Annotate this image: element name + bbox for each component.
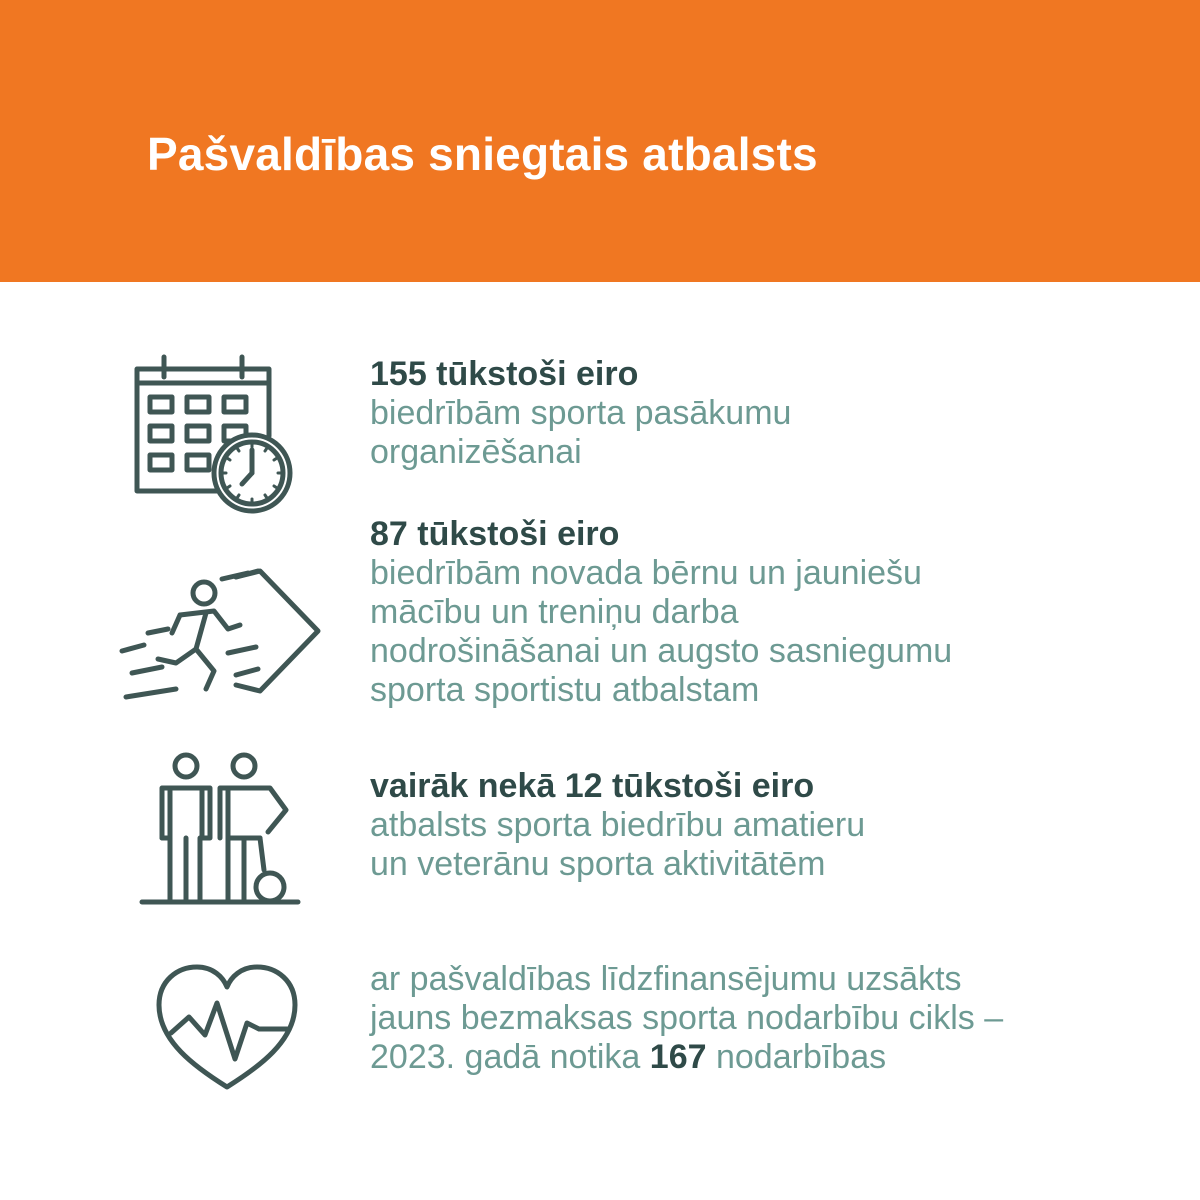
- description-line: sporta sportistu atbalstam: [370, 671, 760, 709]
- page-title: Pašvaldības sniegtais atbalsts: [147, 128, 818, 180]
- description-line: ar pašvaldības līdzfinansējumu uzsākts: [370, 960, 962, 998]
- two-players-ball-icon: [140, 752, 300, 907]
- calendar-clock-icon: [128, 353, 298, 523]
- amount-label: 87 tūkstoši eiro: [370, 515, 620, 553]
- text-after-number: nodarbības: [715, 1038, 887, 1076]
- support-item-youth-text: [370, 515, 1170, 710]
- description-line: organizēšanai: [370, 433, 582, 471]
- support-item-amateur-text: [370, 767, 1170, 884]
- heart-pulse-icon: [155, 963, 305, 1093]
- support-item-events-text: [370, 355, 1170, 472]
- description-line: biedrībām sporta pasākumu: [370, 394, 792, 432]
- description-line: [370, 1038, 1170, 1077]
- description: [370, 806, 1170, 884]
- description-line: mācību un treniņu darba: [370, 593, 739, 631]
- description-line: biedrībām novada bērnu un jauniešu: [370, 554, 922, 592]
- description: [370, 960, 1170, 1077]
- description-line: nodrošināšanai un augsto sasniegumu: [370, 632, 953, 670]
- description: [370, 394, 1170, 472]
- description-line: un veterānu sporta aktivitātēm: [370, 845, 826, 883]
- header-banner: [0, 0, 1200, 282]
- support-item-free-classes-text: [370, 960, 1170, 1077]
- amount-label: vairāk nekā 12 tūkstoši eiro: [370, 767, 815, 805]
- description-line: atbalsts sporta biedrību amatieru: [370, 806, 866, 844]
- description-line: jauns bezmaksas sporta nodarbību cikls –: [370, 999, 1004, 1037]
- text-before-number: 2023. gadā notika: [370, 1038, 641, 1076]
- running-person-arrow-icon: [118, 567, 323, 702]
- amount-label: 155 tūkstoši eiro: [370, 355, 639, 393]
- description: [370, 554, 1170, 710]
- classes-count: 167: [649, 1038, 707, 1076]
